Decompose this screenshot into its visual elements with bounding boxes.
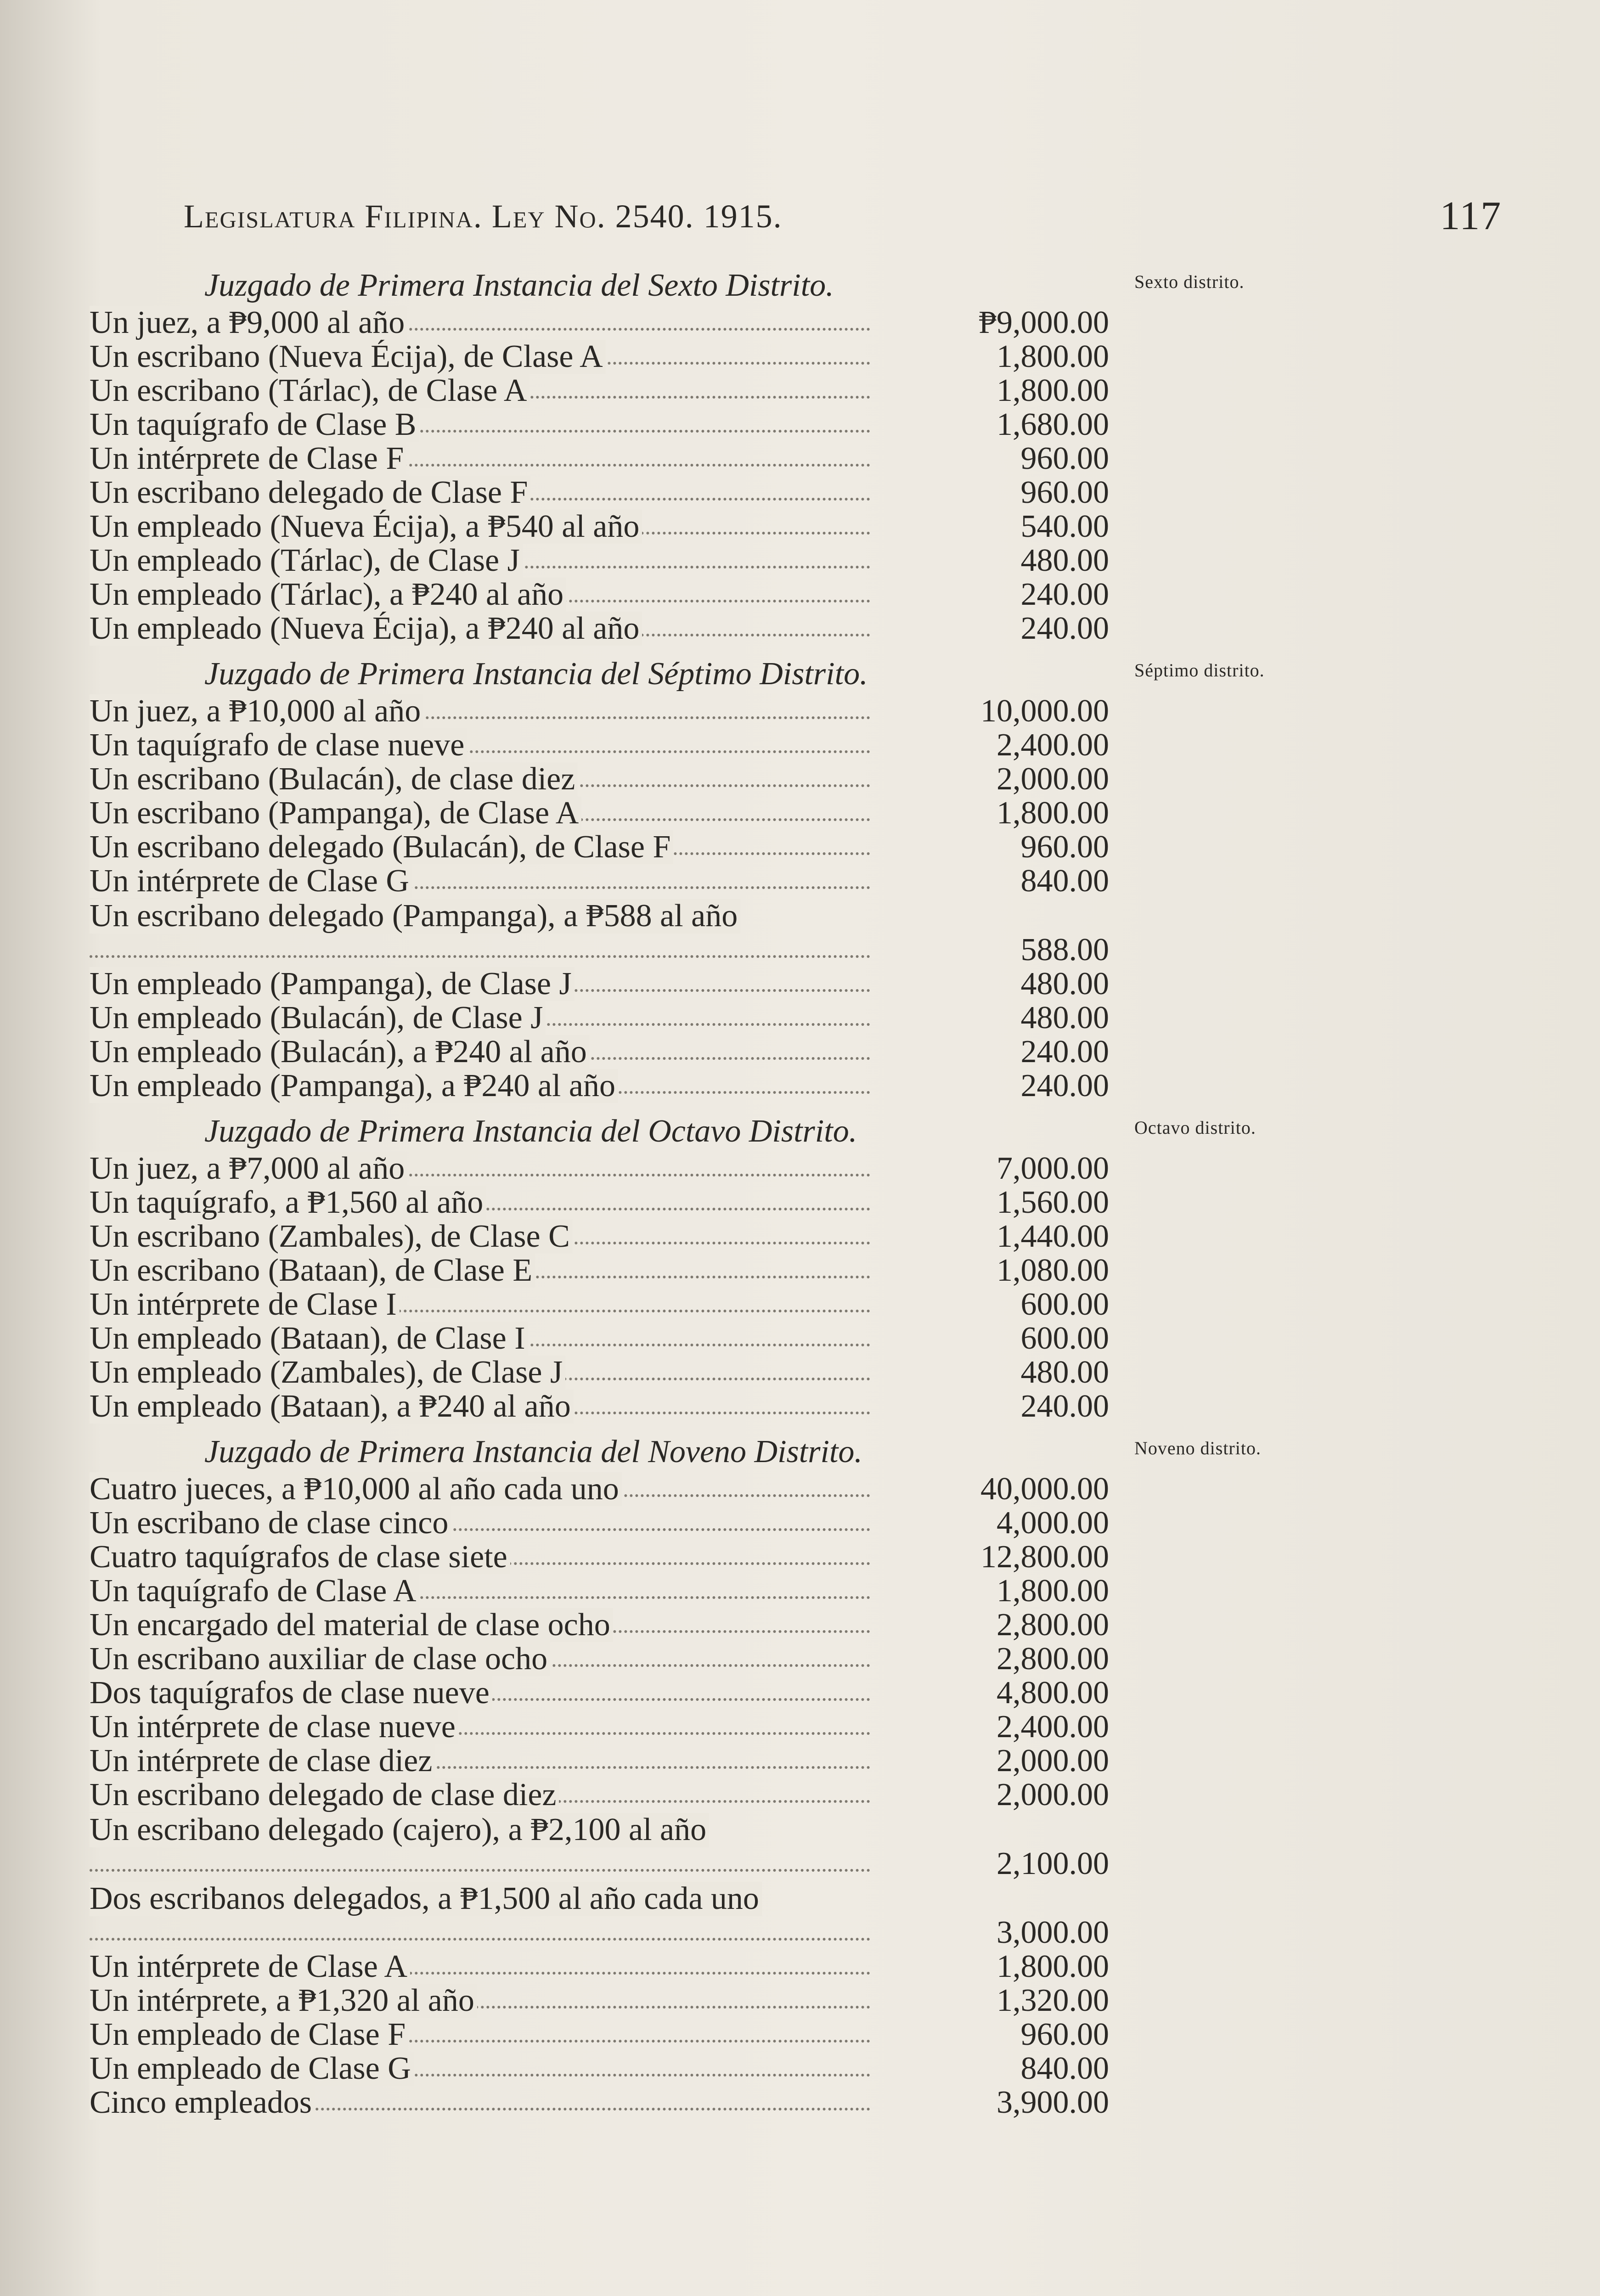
line-item-description (90, 864, 879, 898)
line-item-amount: 3,900.00 (997, 2085, 1109, 2120)
line-item-text: Un empleado (Tárlac), de Clase J (90, 544, 523, 578)
line-item-text: Dos escribanos delegados, a ₱1,500 al año cada uno (90, 1882, 762, 1916)
line-item-text: Un escribano (Pampanga), de Clase A (90, 796, 581, 830)
line-item-amount: 40,000.00 (980, 1471, 1109, 1507)
line-item-amount: 1,800.00 (997, 795, 1109, 831)
line-item-text: Dos taquígrafos de clase nueve (90, 1676, 492, 1710)
line-item (90, 2052, 1123, 2086)
line-item-text: Un escribano auxiliar de clase ocho (90, 1642, 550, 1676)
line-item-text: Un escribano delegado (Pampanga), a ₱588 al año (90, 899, 740, 934)
margin-note: Octavo distrito. (1134, 1117, 1256, 1138)
line-item (90, 578, 1123, 612)
line-item-description (90, 796, 879, 830)
line-item-amount: 7,000.00 (997, 1151, 1109, 1186)
line-item-description (90, 1608, 879, 1642)
line-item-description (90, 1356, 879, 1390)
line-item (90, 1152, 1123, 1186)
page-header (184, 188, 1502, 239)
line-item-description (90, 340, 879, 374)
line-item (90, 1035, 1123, 1069)
line-item-amount: 240.00 (1020, 611, 1109, 646)
section-title: Juzgado de Primera Instancia del Noveno Distrito. (204, 1434, 862, 1469)
line-item-amount: 480.00 (1020, 966, 1109, 1002)
line-item (90, 1069, 1123, 1103)
line-item (90, 1390, 1123, 1424)
line-item-amount: 2,100.00 (997, 1846, 1109, 1881)
line-item-description (90, 1540, 879, 1574)
line-item-amount: 2,800.00 (997, 1641, 1109, 1677)
line-item-text: Un intérprete de Clase A (90, 1950, 410, 1984)
line-item (90, 2018, 1123, 2052)
line-item-text: Un intérprete de Clase I (90, 1288, 400, 1322)
line-item-amount: 1,560.00 (997, 1185, 1109, 1220)
line-item-description (90, 967, 879, 1001)
line-item-amount: 240.00 (1020, 1034, 1109, 1069)
line-item-amount: 480.00 (1020, 1000, 1109, 1035)
line-item-text: Un empleado (Nueva Écija), a ₱540 al año (90, 510, 642, 544)
margin-note: Sexto distrito. (1134, 271, 1245, 292)
line-item-description (90, 1220, 879, 1254)
line-item-amount: 960.00 (1020, 441, 1109, 476)
line-item-amount: 1,800.00 (997, 1949, 1109, 1984)
line-item-amount: 4,000.00 (997, 1505, 1109, 1541)
line-item (90, 442, 1123, 476)
court-section (90, 646, 1123, 1103)
line-item-text: Un taquígrafo, a ₱1,560 al año (90, 1186, 486, 1220)
line-item-description (90, 612, 879, 646)
line-item-amount: 540.00 (1020, 509, 1109, 544)
line-item (90, 1984, 1123, 2018)
court-section (90, 257, 1123, 646)
line-item (90, 1322, 1123, 1356)
line-item-text: Un taquígrafo de Clase A (90, 1574, 419, 1608)
line-item (90, 1540, 1123, 1574)
line-item (90, 864, 1123, 898)
line-item-text: Un empleado (Tárlac), a ₱240 al año (90, 578, 566, 612)
line-item-text: Un empleado (Zambales), de Clase J (90, 1356, 565, 1390)
line-item-text: Un empleado (Bulacán), a ₱240 al año (90, 1035, 590, 1069)
section-title: Juzgado de Primera Instancia del Octavo Distrito. (204, 1114, 857, 1149)
line-item-description (90, 1390, 879, 1424)
line-item (90, 408, 1123, 442)
line-item (90, 967, 1123, 1001)
line-item-description (90, 694, 879, 728)
line-item-text: Un empleado de Clase G (90, 2052, 414, 2086)
line-item (90, 544, 1123, 578)
margin-note: Noveno distrito. (1134, 1438, 1261, 1458)
section-title: Juzgado de Primera Instancia del Séptimo Distrito. (204, 656, 868, 692)
line-item (90, 1356, 1123, 1390)
line-item (90, 728, 1123, 762)
line-item-text: Un empleado (Pampanga), de Clase J (90, 967, 575, 1001)
line-item (90, 1506, 1123, 1540)
line-item-amount: 1,080.00 (997, 1253, 1109, 1288)
line-item-text: Un escribano delegado de Clase F (90, 476, 530, 510)
line-item-description (90, 899, 879, 967)
line-item-description (90, 1574, 879, 1608)
running-title: Legislatura Filipina. Ley No. 2540. 1915. (184, 198, 783, 235)
line-item-amount: ₱9,000.00 (979, 305, 1109, 340)
line-item-text: Un empleado (Bataan), a ₱240 al año (90, 1390, 574, 1424)
line-item-text: Un taquígrafo de Clase B (90, 408, 419, 442)
line-item (90, 1472, 1123, 1506)
line-item-description (90, 476, 879, 510)
line-item-amount: 1,800.00 (997, 373, 1109, 408)
line-item-text: Cuatro taquígrafos de clase siete (90, 1540, 510, 1574)
line-item (90, 1676, 1123, 1710)
line-item-description (90, 2018, 879, 2052)
line-item-description (90, 544, 879, 578)
line-item (90, 1744, 1123, 1778)
line-item-amount: 480.00 (1020, 1355, 1109, 1390)
line-item (90, 340, 1123, 374)
line-item-description (90, 1472, 879, 1506)
line-item-text: Un escribano delegado de clase diez (90, 1778, 559, 1812)
line-item (90, 1608, 1123, 1642)
line-item-amount: 2,000.00 (997, 1777, 1109, 1812)
line-item-amount: 1,800.00 (997, 339, 1109, 374)
line-item-text: Un empleado (Bulacán), de Clase J (90, 1001, 546, 1035)
line-item-description (90, 1035, 879, 1069)
line-item-description (90, 408, 879, 442)
line-item-amount: 2,400.00 (997, 727, 1109, 763)
page-number: 117 (1440, 194, 1502, 238)
line-item-amount: 240.00 (1020, 577, 1109, 612)
line-item-description (90, 1186, 879, 1220)
line-item-description (90, 510, 879, 544)
line-item (90, 1220, 1123, 1254)
line-item (90, 762, 1123, 796)
line-item-text: Un empleado (Bataan), de Clase I (90, 1322, 528, 1356)
line-item-description (90, 762, 879, 796)
line-item-amount: 2,800.00 (997, 1607, 1109, 1643)
line-item (90, 898, 1123, 967)
line-item-description (90, 1288, 879, 1322)
line-item-text: Un encargado del material de clase ocho (90, 1608, 613, 1642)
line-item-text: Un intérprete de clase nueve (90, 1710, 458, 1744)
line-item (90, 1950, 1123, 1984)
line-item-text: Un intérprete de clase diez (90, 1744, 435, 1778)
line-item (90, 2086, 1123, 2120)
line-item-text: Un escribano delegado (cajero), a ₱2,100 al año (90, 1813, 709, 1847)
line-item-description (90, 578, 879, 612)
line-item-description (90, 442, 879, 476)
line-item-amount: 240.00 (1020, 1068, 1109, 1103)
line-item-text: Un escribano (Tárlac), de Clase A (90, 374, 530, 408)
line-item-amount: 480.00 (1020, 543, 1109, 578)
line-item-amount: 1,800.00 (997, 1573, 1109, 1609)
line-item-text: Un juez, a ₱7,000 al año (90, 1152, 407, 1186)
line-item-text: Un empleado (Pampanga), a ₱240 al año (90, 1069, 618, 1103)
line-item-description (90, 2086, 879, 2120)
line-item-description (90, 1710, 879, 1744)
line-item-amount: 840.00 (1020, 863, 1109, 899)
line-item-description (90, 728, 879, 762)
line-item-text: Un juez, a ₱9,000 al año (90, 306, 407, 340)
line-item-amount: 600.00 (1020, 1321, 1109, 1356)
line-item-text: Un escribano delegado (Bulacán), de Clase F (90, 830, 673, 864)
line-item-amount: 600.00 (1020, 1287, 1109, 1322)
line-item (90, 1254, 1123, 1288)
line-item (90, 1642, 1123, 1676)
line-item-text: Un taquígrafo de clase nueve (90, 728, 467, 762)
line-item-amount: 2,000.00 (997, 761, 1109, 797)
line-item-description (90, 1152, 879, 1186)
line-item-description (90, 1882, 879, 1950)
line-item-description (90, 1778, 879, 1812)
line-item (90, 306, 1123, 340)
line-item-description (90, 306, 879, 340)
line-item-amount: 2,000.00 (997, 1743, 1109, 1778)
line-item-description (90, 1506, 879, 1540)
line-item (90, 1001, 1123, 1035)
line-item (90, 510, 1123, 544)
line-item (90, 1186, 1123, 1220)
line-item (90, 694, 1123, 728)
line-item-text: Un escribano (Nueva Écija), de Clase A (90, 340, 606, 374)
line-item-amount: 960.00 (1020, 829, 1109, 865)
line-item-description (90, 1254, 879, 1288)
line-item-amount: 1,680.00 (997, 407, 1109, 442)
line-item-description (90, 1069, 879, 1103)
line-item-text: Un empleado de Clase F (90, 2018, 408, 2052)
line-item (90, 612, 1123, 646)
line-item (90, 1574, 1123, 1608)
line-item-text: Un escribano (Zambales), de Clase C (90, 1220, 573, 1254)
line-item (90, 796, 1123, 830)
line-item-text: Un juez, a ₱10,000 al año (90, 694, 423, 728)
line-item (90, 476, 1123, 510)
line-item-text: Cinco empleados (90, 2086, 315, 2120)
line-item (90, 374, 1123, 408)
line-item (90, 1881, 1123, 1950)
line-item-description (90, 1642, 879, 1676)
line-item-text: Un empleado (Nueva Écija), a ₱240 al año (90, 612, 642, 646)
line-item-amount: 960.00 (1020, 2017, 1109, 2052)
line-item-text: Un escribano de clase cinco (90, 1506, 451, 1540)
line-item (90, 1710, 1123, 1744)
line-item-description (90, 2052, 879, 2086)
line-item-amount: 588.00 (1020, 932, 1109, 968)
line-item-amount: 840.00 (1020, 2051, 1109, 2086)
line-item (90, 1288, 1123, 1322)
line-item-description (90, 1950, 879, 1984)
line-item-description (90, 1813, 879, 1881)
line-item-text: Cuatro jueces, a ₱10,000 al año cada uno (90, 1472, 622, 1506)
section-title: Juzgado de Primera Instancia del Sexto Distrito. (204, 268, 834, 303)
line-item-text: Un intérprete de Clase G (90, 864, 412, 898)
line-item (90, 830, 1123, 864)
line-item-description (90, 1001, 879, 1035)
line-item-description (90, 830, 879, 864)
line-item-description (90, 1322, 879, 1356)
line-item-description (90, 1744, 879, 1778)
line-item-amount: 2,400.00 (997, 1709, 1109, 1745)
line-item-text: Un intérprete de Clase F (90, 442, 406, 476)
line-item-amount: 12,800.00 (980, 1539, 1109, 1575)
line-item-amount: 3,000.00 (997, 1915, 1109, 1950)
court-section (90, 1424, 1123, 2120)
line-item-description (90, 1676, 879, 1710)
line-item-text: Un escribano (Bataan), de Clase E (90, 1254, 535, 1288)
line-item-amount: 10,000.00 (980, 693, 1109, 729)
line-item-description (90, 374, 879, 408)
line-item-amount: 1,320.00 (997, 1983, 1109, 2018)
line-item-description (90, 1984, 879, 2018)
line-item-amount: 960.00 (1020, 475, 1109, 510)
line-item (90, 1812, 1123, 1881)
line-item-amount: 240.00 (1020, 1389, 1109, 1424)
line-item (90, 1778, 1123, 1812)
line-item-text: Un intérprete, a ₱1,320 al año (90, 1984, 477, 2018)
line-item-text: Un escribano (Bulacán), de clase diez (90, 762, 578, 796)
court-section (90, 1103, 1123, 1424)
line-item-amount: 4,800.00 (997, 1675, 1109, 1711)
margin-note: Séptimo distrito. (1134, 660, 1265, 681)
line-item-amount: 1,440.00 (997, 1219, 1109, 1254)
appropriation-list (90, 257, 1123, 2120)
